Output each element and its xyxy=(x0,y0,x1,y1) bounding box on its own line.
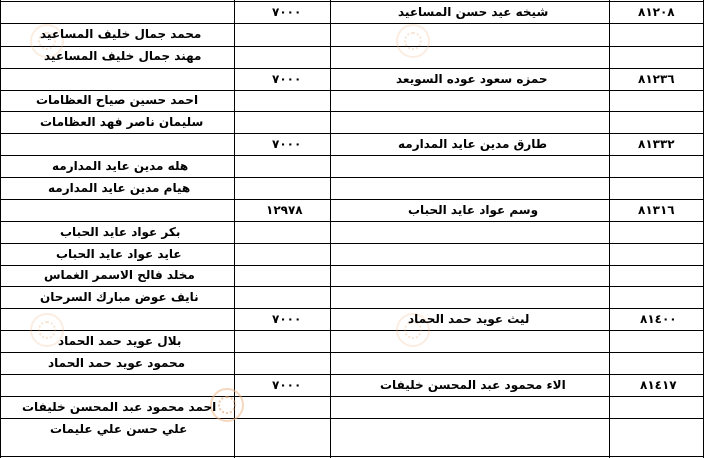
row-divider xyxy=(0,286,704,287)
row-divider xyxy=(0,155,704,156)
seal-watermark-icon xyxy=(396,24,430,58)
primary-name: شيخه عيد حسن المساعيد xyxy=(398,5,549,19)
member-name: بكر عواد عايد الحباب xyxy=(60,225,181,239)
amount-value: ٧٠٠٠ xyxy=(272,378,302,392)
primary-name: وسم عواد عايد الحباب xyxy=(408,203,539,217)
row-divider xyxy=(0,177,704,178)
record-id: ٨١٢٠٨ xyxy=(638,5,675,19)
row-divider xyxy=(0,199,704,200)
record-id: ٨١٢٣٦ xyxy=(638,72,675,86)
amount-value: ٧٠٠٠ xyxy=(272,312,302,326)
amount-value: ١٢٩٧٨ xyxy=(266,203,303,217)
amount-value: ٧٠٠٠ xyxy=(272,137,302,151)
row-divider xyxy=(0,221,704,222)
member-name: مخلد فالح الاسمر الغماس xyxy=(44,268,195,282)
member-name: هيام مدين عايد المدارمه xyxy=(48,181,191,195)
primary-name: طارق مدين عايد المدارمه xyxy=(398,137,548,151)
member-name: احمد محمود عبد المحسن خليفات xyxy=(22,400,217,414)
row-divider xyxy=(0,111,704,112)
row-divider xyxy=(0,374,704,375)
member-name: هله مدين عايد المدارمه xyxy=(52,159,189,173)
row-divider xyxy=(0,133,704,134)
row-divider xyxy=(0,396,704,397)
row-divider xyxy=(0,308,704,309)
row-divider xyxy=(0,23,704,24)
amount-value: ٧٠٠٠ xyxy=(272,72,302,86)
row-divider xyxy=(0,243,704,244)
member-name: مهند جمال خليف المساعيد xyxy=(44,49,202,63)
member-name: بلال عويد حمد الحماد xyxy=(58,334,182,348)
primary-name: حمزه سعود عوده السويعد xyxy=(396,72,548,86)
row-divider xyxy=(0,418,704,419)
row-divider xyxy=(0,46,704,47)
record-id: ٨١٣١٦ xyxy=(638,203,675,217)
member-name: عايد عواد عايد الحباب xyxy=(56,247,182,261)
member-name: محمد جمال خليف المساعيد xyxy=(40,27,202,41)
member-name: احمد حسين صياح العظامات xyxy=(36,93,199,107)
member-name: علي حسن علي عليمات xyxy=(50,422,188,436)
row-divider xyxy=(0,456,704,457)
row-divider xyxy=(0,265,704,266)
member-name: نايف عوض مبارك السرحان xyxy=(40,290,199,304)
row-divider xyxy=(0,90,704,91)
row-divider xyxy=(0,68,704,69)
amount-value: ٧٠٠٠ xyxy=(272,5,302,19)
primary-name: ليث عويد حمد الحماد xyxy=(408,312,530,326)
member-name: محمود عويد حمد الحماد xyxy=(48,356,186,370)
primary-name: الاء محمود عبد المحسن خليفات xyxy=(380,378,566,392)
member-name: سليمان ناصر فهد العظامات xyxy=(40,115,204,129)
record-id: ٨١٣٣٢ xyxy=(638,137,675,151)
record-id: ٨١٤١٧ xyxy=(640,378,677,392)
record-id: ٨١٤٠٠ xyxy=(640,312,677,326)
row-divider xyxy=(0,352,704,353)
row-divider xyxy=(0,330,704,331)
row-divider xyxy=(0,1,704,2)
